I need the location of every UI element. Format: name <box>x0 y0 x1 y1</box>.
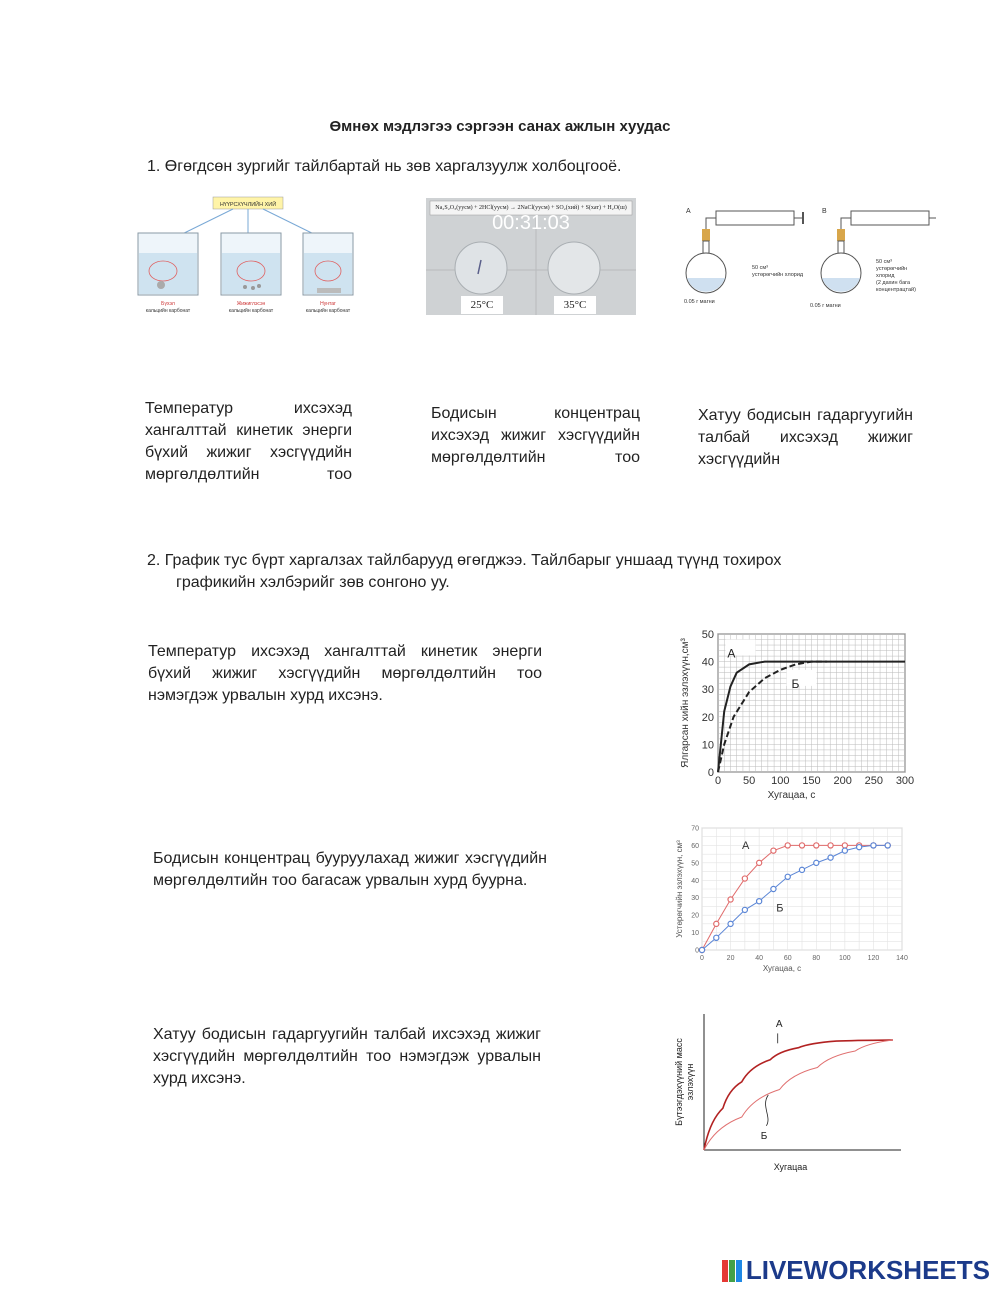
chart-surface-area <box>668 1010 918 1175</box>
y-axis-label: Устөрөгчийн эзлэхүүн, см³ <box>675 840 684 938</box>
x-tick-label: 200 <box>833 775 852 787</box>
q1-description-temperature: Температур ихсэхэд хангалттай кинетик энерги бүхий жижиг хэсгүүдийн мөргөлдөлтийн тоо <box>145 400 352 483</box>
setup-b-label: B <box>822 208 827 215</box>
x-tick-label: 250 <box>864 775 884 787</box>
gas-label: НҮҮРСХҮЧЛИЙН ХИЙ <box>219 202 277 208</box>
x-tick-label: 60 <box>783 955 792 962</box>
logo-mark-icon <box>722 1260 742 1282</box>
data-point-b <box>842 848 847 853</box>
data-point-a <box>814 843 819 848</box>
liveworksheets-logo <box>722 1255 990 1286</box>
x-tick-label: 140 <box>896 955 908 962</box>
y-tick-label: 20 <box>691 912 699 920</box>
y-tick-label: 20 <box>701 711 714 724</box>
temperature-35: 35°C <box>563 299 587 311</box>
y-tick-label: 30 <box>701 684 714 697</box>
x-tick-label: 100 <box>839 955 851 962</box>
data-point-b <box>785 874 790 879</box>
concentration-b-label: 50 см³ устөрөгчийн хлорид (2 дахин бага концентрацтай) <box>876 259 916 293</box>
arrow-b <box>766 1095 769 1126</box>
series-label-b: Б <box>791 676 800 691</box>
data-point-a <box>771 848 776 853</box>
q1-description-surface: Хатуу бодисын гадаргуугийн талбай ихсэхэд жижиг хэсгүүдийн <box>698 407 913 468</box>
syringe-flask-figure <box>676 203 938 313</box>
series-label-a: А <box>727 646 736 661</box>
question-1-text: 1. Өгөгдсөн зургийг тайлбартай нь зөв харгалзуулж холбоцгооё. <box>147 158 622 175</box>
chart-temperature <box>650 614 915 801</box>
data-point-b <box>757 899 762 904</box>
flask-b <box>821 229 861 293</box>
concentration-a-label: 50 см³ устөрөгчийн хлорид <box>752 265 804 278</box>
x-tick-label: 40 <box>755 955 764 962</box>
series-label-a: А <box>742 839 750 852</box>
beaker-2-sublabel: кальцийн карбонат <box>228 308 274 314</box>
q2-description-concentration: Бодисын концентрац бууруулахад жижиг хэсгүүдийн мөргөлдөлтийн тоо багасаж урвалын хурд буурна. <box>153 850 547 889</box>
x-tick-label: 300 <box>895 775 915 787</box>
syringe-b <box>841 211 936 231</box>
x-tick-label: 80 <box>812 955 821 962</box>
series-line-a <box>704 1040 893 1150</box>
question-2-text-line1: 2. График тус бүрт харгалзах тайлбарууд өгөгджээ. Тайлбарыг уншаад түүнд тохирох <box>147 552 782 569</box>
y-tick-label: 10 <box>701 739 714 752</box>
beaker-1-sublabel: кальцийн карбонат <box>145 308 191 314</box>
data-point-a <box>785 843 790 848</box>
data-point-b <box>857 845 862 850</box>
equation: Na₂S₂O₃(уусм) + 2HCl(уусм) → 2NaCl(уусм) + SO₂(хий) + S(хат) + H₂O(ш) <box>435 205 627 211</box>
y-tick-label: 50 <box>701 629 714 641</box>
data-point-b <box>742 907 747 912</box>
x-tick-label: 50 <box>743 775 756 787</box>
data-point-b <box>699 947 704 952</box>
data-point-a <box>842 843 847 848</box>
series-line-b <box>704 1040 893 1150</box>
page-title: Өмнөх мэдлэгээ сэргээн санах ажлын хуудас <box>329 118 671 135</box>
data-point-a <box>714 921 719 926</box>
beaker-3-sublabel: кальцийн карбонат <box>305 308 351 314</box>
beaker-1 <box>138 233 198 295</box>
x-tick-label: 20 <box>726 955 735 962</box>
data-point-b <box>871 843 876 848</box>
y-tick-label: 40 <box>691 877 699 885</box>
beaker-3 <box>303 233 353 295</box>
x-tick-label: 100 <box>771 775 790 787</box>
data-point-a <box>828 843 833 848</box>
magnesium-b-label: 0.05 г магни <box>810 303 841 309</box>
data-point-b <box>814 860 819 865</box>
q1-description-concentration: Бодисын концентрац ихсэхэд жижиг хэсгүүдийн мөргөлдөлтийн тоо <box>431 405 640 466</box>
x-axis-label: Хугацаа, с <box>762 964 802 973</box>
x-axis-label: Хугацаа <box>773 1162 808 1172</box>
flask-a <box>686 229 726 293</box>
syringe-a <box>706 211 804 231</box>
x-axis-label: Хугацаа, с <box>767 790 816 801</box>
temperature-25: 25°C <box>470 299 494 311</box>
data-point-b <box>799 867 804 872</box>
y-tick-label: 10 <box>691 930 699 938</box>
logo-text: LIVEWORKSHEETS <box>745 1255 990 1285</box>
setup-a-label: A <box>686 208 691 215</box>
y-axis-label: Ялгарсан хийн эзлэхүүн,см³ <box>680 638 691 768</box>
data-point-b <box>828 855 833 860</box>
y-tick-label: 60 <box>691 842 699 850</box>
timer-photo <box>426 198 636 315</box>
y-tick-label: 0 <box>707 767 714 779</box>
magnesium-a-label: 0.05 г магни <box>684 299 715 305</box>
data-point-a <box>742 876 747 881</box>
q2-description-surface: Хатуу бодисын гадаргуугийн талбай ихсэхэд жижиг хэсгүүдийн мөргөлдөлтийн тоо нэмэгдэж урвалын хурд ихсэнэ. <box>153 1026 541 1087</box>
beaker-2-label: Жижиглэсэн <box>236 301 266 307</box>
beaker-1-label: Бүхэл <box>161 301 175 307</box>
beaker-2 <box>221 233 281 295</box>
data-point-a <box>757 860 762 865</box>
data-point-b <box>885 843 890 848</box>
data-point-b <box>771 886 776 891</box>
data-point-a <box>728 897 733 902</box>
x-tick-label: 0 <box>714 775 722 787</box>
data-point-b <box>728 921 733 926</box>
data-point-b <box>714 935 719 940</box>
y-tick-label: 70 <box>691 825 699 833</box>
series-label-a: А <box>775 1018 783 1030</box>
data-point-a <box>799 843 804 848</box>
y-tick-label: 0 <box>695 947 699 955</box>
y-tick-label: 40 <box>701 656 714 669</box>
series-label-b: Б <box>776 902 784 915</box>
x-tick-label: 0 <box>700 955 704 962</box>
series-label-b: Б <box>760 1131 768 1142</box>
y-axis-label: Бүтээгдэхүүний массэзлэхүүн <box>674 1038 695 1126</box>
beaker-3-label: Нунтаг <box>320 301 336 307</box>
q2-description-temperature: Температур ихсэхэд хангалттай кинетик энерги бүхий жижиг хэсгүүдийн мөргөлдөлтийн тоо нэмэгдэж урвалын хурд ихсэнэ. <box>148 643 542 704</box>
y-tick-label: 50 <box>691 860 699 868</box>
question-2-text-line2: графикийн хэлбэрийг зөв сонгоно уу. <box>176 574 450 591</box>
beakers-figure <box>133 193 355 318</box>
x-tick-label: 150 <box>802 775 821 787</box>
x-tick-label: 120 <box>867 955 880 962</box>
chart-concentration <box>670 812 910 977</box>
timer-display: 00:31:03 <box>492 212 570 234</box>
y-tick-label: 30 <box>691 895 699 903</box>
